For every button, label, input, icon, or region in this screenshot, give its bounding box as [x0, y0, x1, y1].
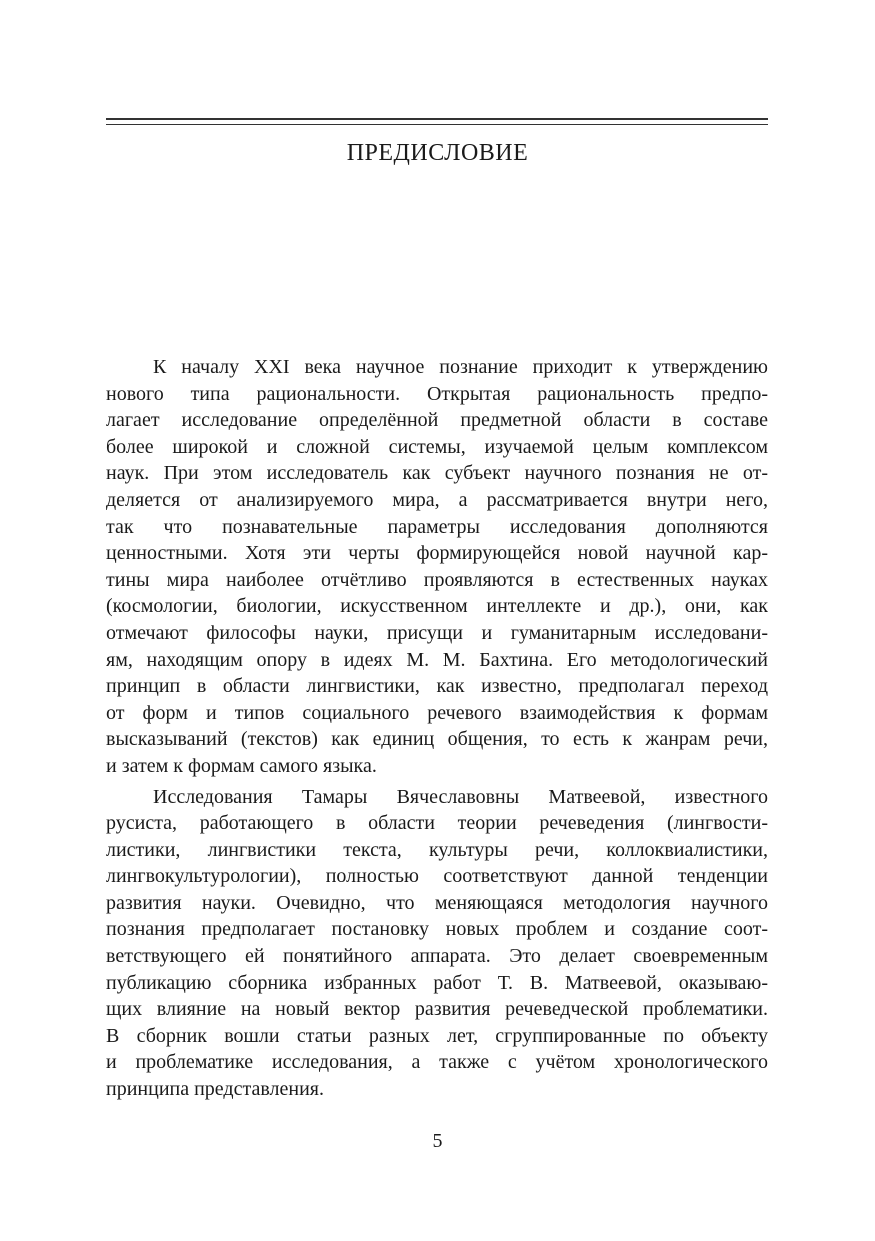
text-line: (космологии, биологии, искусственном интеллекте и др.), они, как — [106, 595, 768, 618]
body-text — [106, 354, 768, 1103]
text-line: лингвокультурологии), полностью соответствуют данной тенденции — [106, 865, 768, 888]
text-line: Исследования Тамары Вячеславовны Матвеевой, известного — [153, 785, 768, 808]
text-line: от форм и типов социального речевого взаимодействия к формам — [106, 701, 768, 724]
text-line: и проблематике исследования, а также с учётом хронологического — [106, 1051, 768, 1074]
header-rule-thick — [106, 118, 768, 120]
text-line: наук. При этом исследователь как субъект научного познания не от- — [106, 462, 768, 485]
paragraph-1 — [106, 354, 768, 780]
text-line: принципа представления. — [106, 1078, 324, 1101]
text-line: тины мира наиболее отчётливо проявляются в естественных науках — [106, 568, 768, 591]
text-line: щих влияние на новый вектор развития речеведческой проблематики. — [106, 998, 768, 1021]
text-line: К началу XXI века научное познание приходит к утверждению — [153, 356, 768, 378]
text-line: ветствующего ей понятийного аппарата. Это делает своевременным — [106, 945, 768, 968]
page-title: ПРЕДИСЛОВИЕ — [346, 140, 529, 166]
text-line: высказываний (текстов) как единиц общения, то есть к жанрам речи, — [106, 728, 768, 751]
text-line: принцип в области лингвистики, как известно, предполагал переход — [106, 675, 768, 698]
text-line: деляется от анализируемого мира, а рассматривается внутри него, — [106, 488, 768, 511]
text-line: публикацию сборника избранных работ Т. В. Матвеевой, оказываю- — [106, 971, 768, 994]
text-line: ценностными. Хотя эти черты формирующейся новой научной кар- — [106, 542, 768, 565]
text-line: В сборник вошли статьи разных лет, сгруппированные по объекту — [106, 1024, 768, 1047]
text-line: лагает исследование определённой предметной области в составе — [106, 409, 768, 432]
text-line: нового типа рациональности. Открытая рациональность предпо- — [106, 382, 768, 405]
page-number: 5 — [432, 1130, 443, 1152]
text-line: листики, лингвистики текста, культуры речи, коллоквиалистики, — [106, 838, 768, 861]
paragraph-2 — [106, 784, 768, 1103]
text-line: отмечают философы науки, присущи и гуманитарным исследовани- — [106, 621, 768, 644]
header-rule-thin — [106, 124, 768, 125]
text-line: познания предполагает постановку новых проблем и создание соот- — [106, 918, 768, 941]
text-line: и затем к формам самого языка. — [106, 754, 377, 777]
text-line: развития науки. Очевидно, что меняющаяся методология научного — [106, 891, 768, 914]
text-line: ям, находящим опору в идеях М. М. Бахтина. Его методологический — [106, 648, 768, 671]
text-line: более широкой и сложной системы, изучаемой целым комплексом — [106, 435, 768, 458]
text-line: русиста, работающего в области теории речеведения (лингвости- — [106, 812, 768, 835]
text-line: так что познавательные параметры исследования дополняются — [106, 515, 768, 538]
